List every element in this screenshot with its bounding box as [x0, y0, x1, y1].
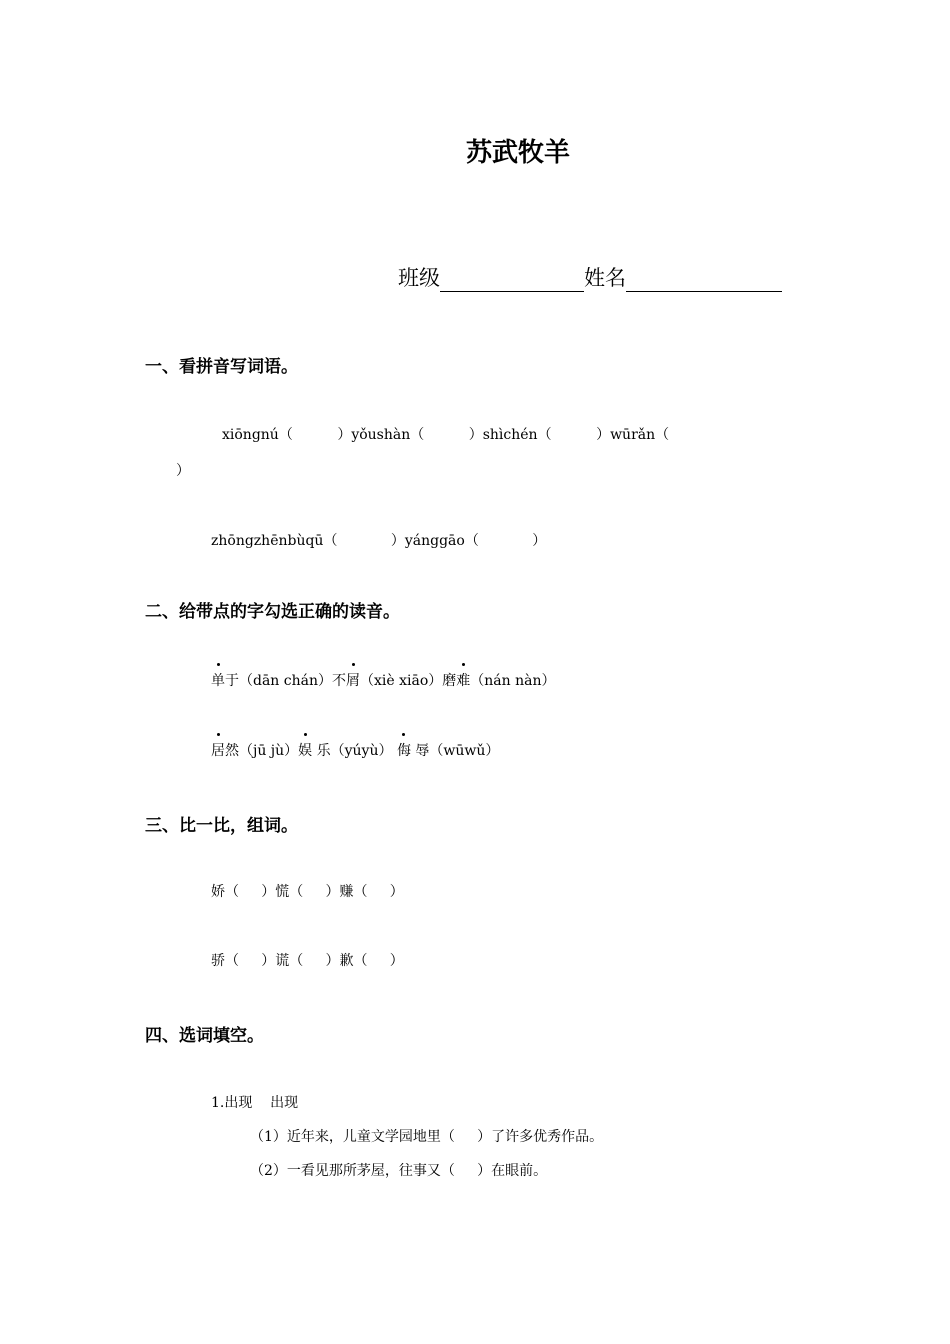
section-1-heading: 一、看拼音写词语。 [145, 357, 298, 377]
reading-row-2 [211, 740, 499, 760]
dotted-char: 屑 [346, 670, 360, 690]
dotted-char: 难 [456, 670, 470, 690]
student-info-line [398, 262, 782, 292]
dotted-char: 居 [211, 740, 225, 760]
pinyin-row-1: xiōngnú（ ）yǒushàn（ ）shìchén（ ）wūrǎn（ [222, 427, 670, 443]
reading-row-1 [211, 670, 555, 690]
compare-row-2: 骄（ ）谎（ ）歉（ ） [211, 953, 404, 969]
section-2-heading: 二、给带点的字勾选正确的读音。 [145, 602, 400, 622]
dotted-char: 侮 [397, 740, 411, 760]
reading-text: 乐（yúyù） [312, 743, 397, 759]
section-4-heading: 四、选词填空。 [145, 1026, 264, 1046]
pinyin-row-1-wrap: ） [176, 463, 190, 479]
reading-text: （xiè xiāo）磨 [360, 673, 457, 689]
reading-text: 然（jū jù） [225, 743, 299, 759]
name-blank[interactable] [626, 269, 782, 292]
name-label: 姓名 [584, 266, 626, 290]
reading-text: 辱（wūwǔ） [410, 743, 500, 759]
dotted-char: 娱 [298, 740, 312, 760]
dotted-char: 单 [211, 670, 225, 690]
page-title: 苏武牧羊 [465, 138, 570, 168]
pinyin-row-2: zhōngzhēnbùqū（ ）yánggāo（ ） [211, 533, 547, 549]
question-1-sentence-1: （1）近年来，儿童文学园地里（ ）了许多优秀作品。 [250, 1129, 604, 1145]
question-1-options: 1.出现 出现 [211, 1095, 299, 1111]
question-1-sentence-2: （2）一看见那所茅屋，往事又（ ）在眼前。 [250, 1163, 548, 1179]
class-blank[interactable] [440, 269, 584, 292]
reading-text: 于（dān chán）不 [225, 673, 346, 689]
section-3-heading: 三、比一比，组词。 [145, 816, 298, 836]
compare-row-1: 娇（ ）慌（ ）赚（ ） [211, 884, 404, 900]
reading-text: （nán nàn） [470, 673, 556, 689]
class-label: 班级 [398, 266, 440, 290]
